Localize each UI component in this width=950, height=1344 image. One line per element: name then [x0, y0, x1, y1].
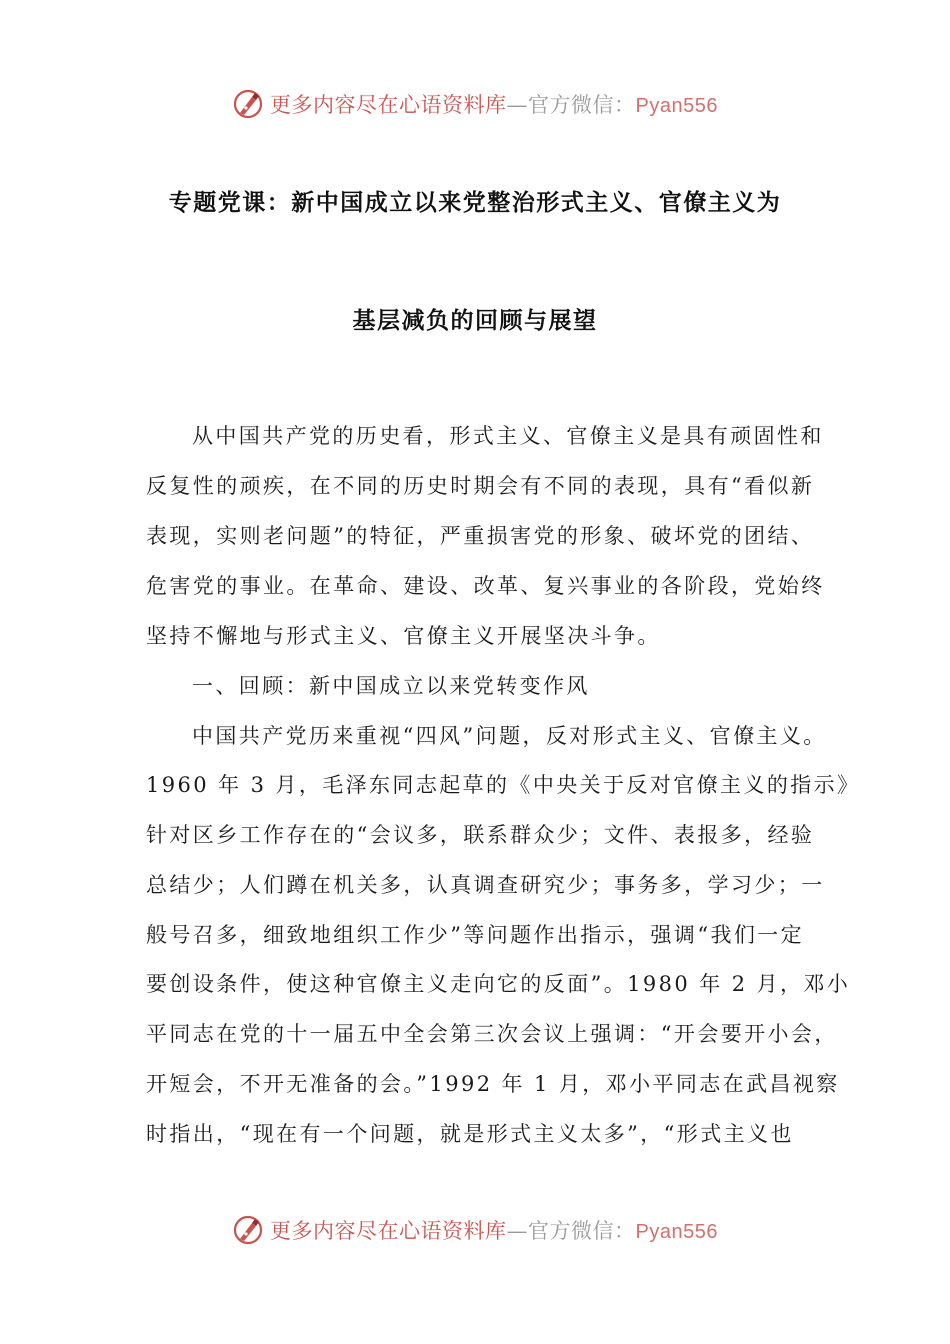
body-line: 坚持不懈地与形式主义、官僚主义开展坚决斗争。	[146, 624, 661, 648]
watermark-sub: —官方微信：	[506, 1219, 636, 1243]
watermark-main: 更多内容尽在心语资料库	[270, 93, 507, 117]
body-line: 危害党的事业。在革命、建设、改革、复兴事业的各阶段，党始终	[146, 574, 825, 598]
body-line: 中国共产党历来重视“四风”问题，反对形式主义、官僚主义。	[192, 724, 827, 748]
body-line: 表现，实则老问题”的特征，严重损害党的形象、破坏党的团结、	[146, 524, 815, 548]
pen-nib-logo-icon	[232, 1214, 264, 1246]
body-line: 要创设条件，使这种官僚主义走向它的反面”。1980 年 2 月，邓小	[146, 972, 851, 996]
body-line: 开短会，不开无准备的会。”1992 年 1 月，邓小平同志在武昌视察	[146, 1072, 840, 1096]
body-line: 般号召多，细致地组织工作少”等问题作出指示，强调“我们一定	[146, 923, 805, 947]
watermark-handle: Pyan556	[635, 95, 718, 117]
section-heading: 一、回顾：新中国成立以来党转变作风	[192, 674, 590, 698]
watermark-sub: —官方微信：	[506, 93, 636, 117]
body-line: 针对区乡工作存在的“会议多，联系群众少；文件、表报多，经验	[146, 823, 815, 847]
footer-watermark	[0, 1212, 950, 1248]
body-line: 1960 年 3 月，毛泽东同志起草的《中央关于反对官僚主义的指示》	[146, 773, 861, 797]
watermark-text	[270, 1215, 718, 1245]
document-title-line-2: 基层减负的回顾与展望	[352, 308, 598, 334]
pen-nib-logo-icon	[232, 88, 264, 120]
watermark-text	[270, 89, 718, 119]
body-line: 反复性的顽疾，在不同的历史时期会有不同的表现，具有“看似新	[146, 474, 815, 498]
document-title-line-1: 专题党课：新中国成立以来党整治形式主义、官僚主义为	[168, 190, 782, 216]
body-line: 时指出，“现在有一个问题，就是形式主义太多”，“形式主义也	[146, 1122, 794, 1146]
watermark-handle: Pyan556	[635, 1221, 718, 1243]
body-line: 平同志在党的十一届五中全会第三次会议上强调：“开会要开小会，	[146, 1022, 838, 1046]
header-watermark	[0, 86, 950, 122]
watermark-main: 更多内容尽在心语资料库	[270, 1219, 507, 1243]
body-line: 总结少；人们蹲在机关多，认真调查研究少；事务多，学习少；一	[146, 873, 825, 897]
body-line: 从中国共产党的历史看，形式主义、官僚主义是具有顽固性和	[192, 424, 824, 448]
